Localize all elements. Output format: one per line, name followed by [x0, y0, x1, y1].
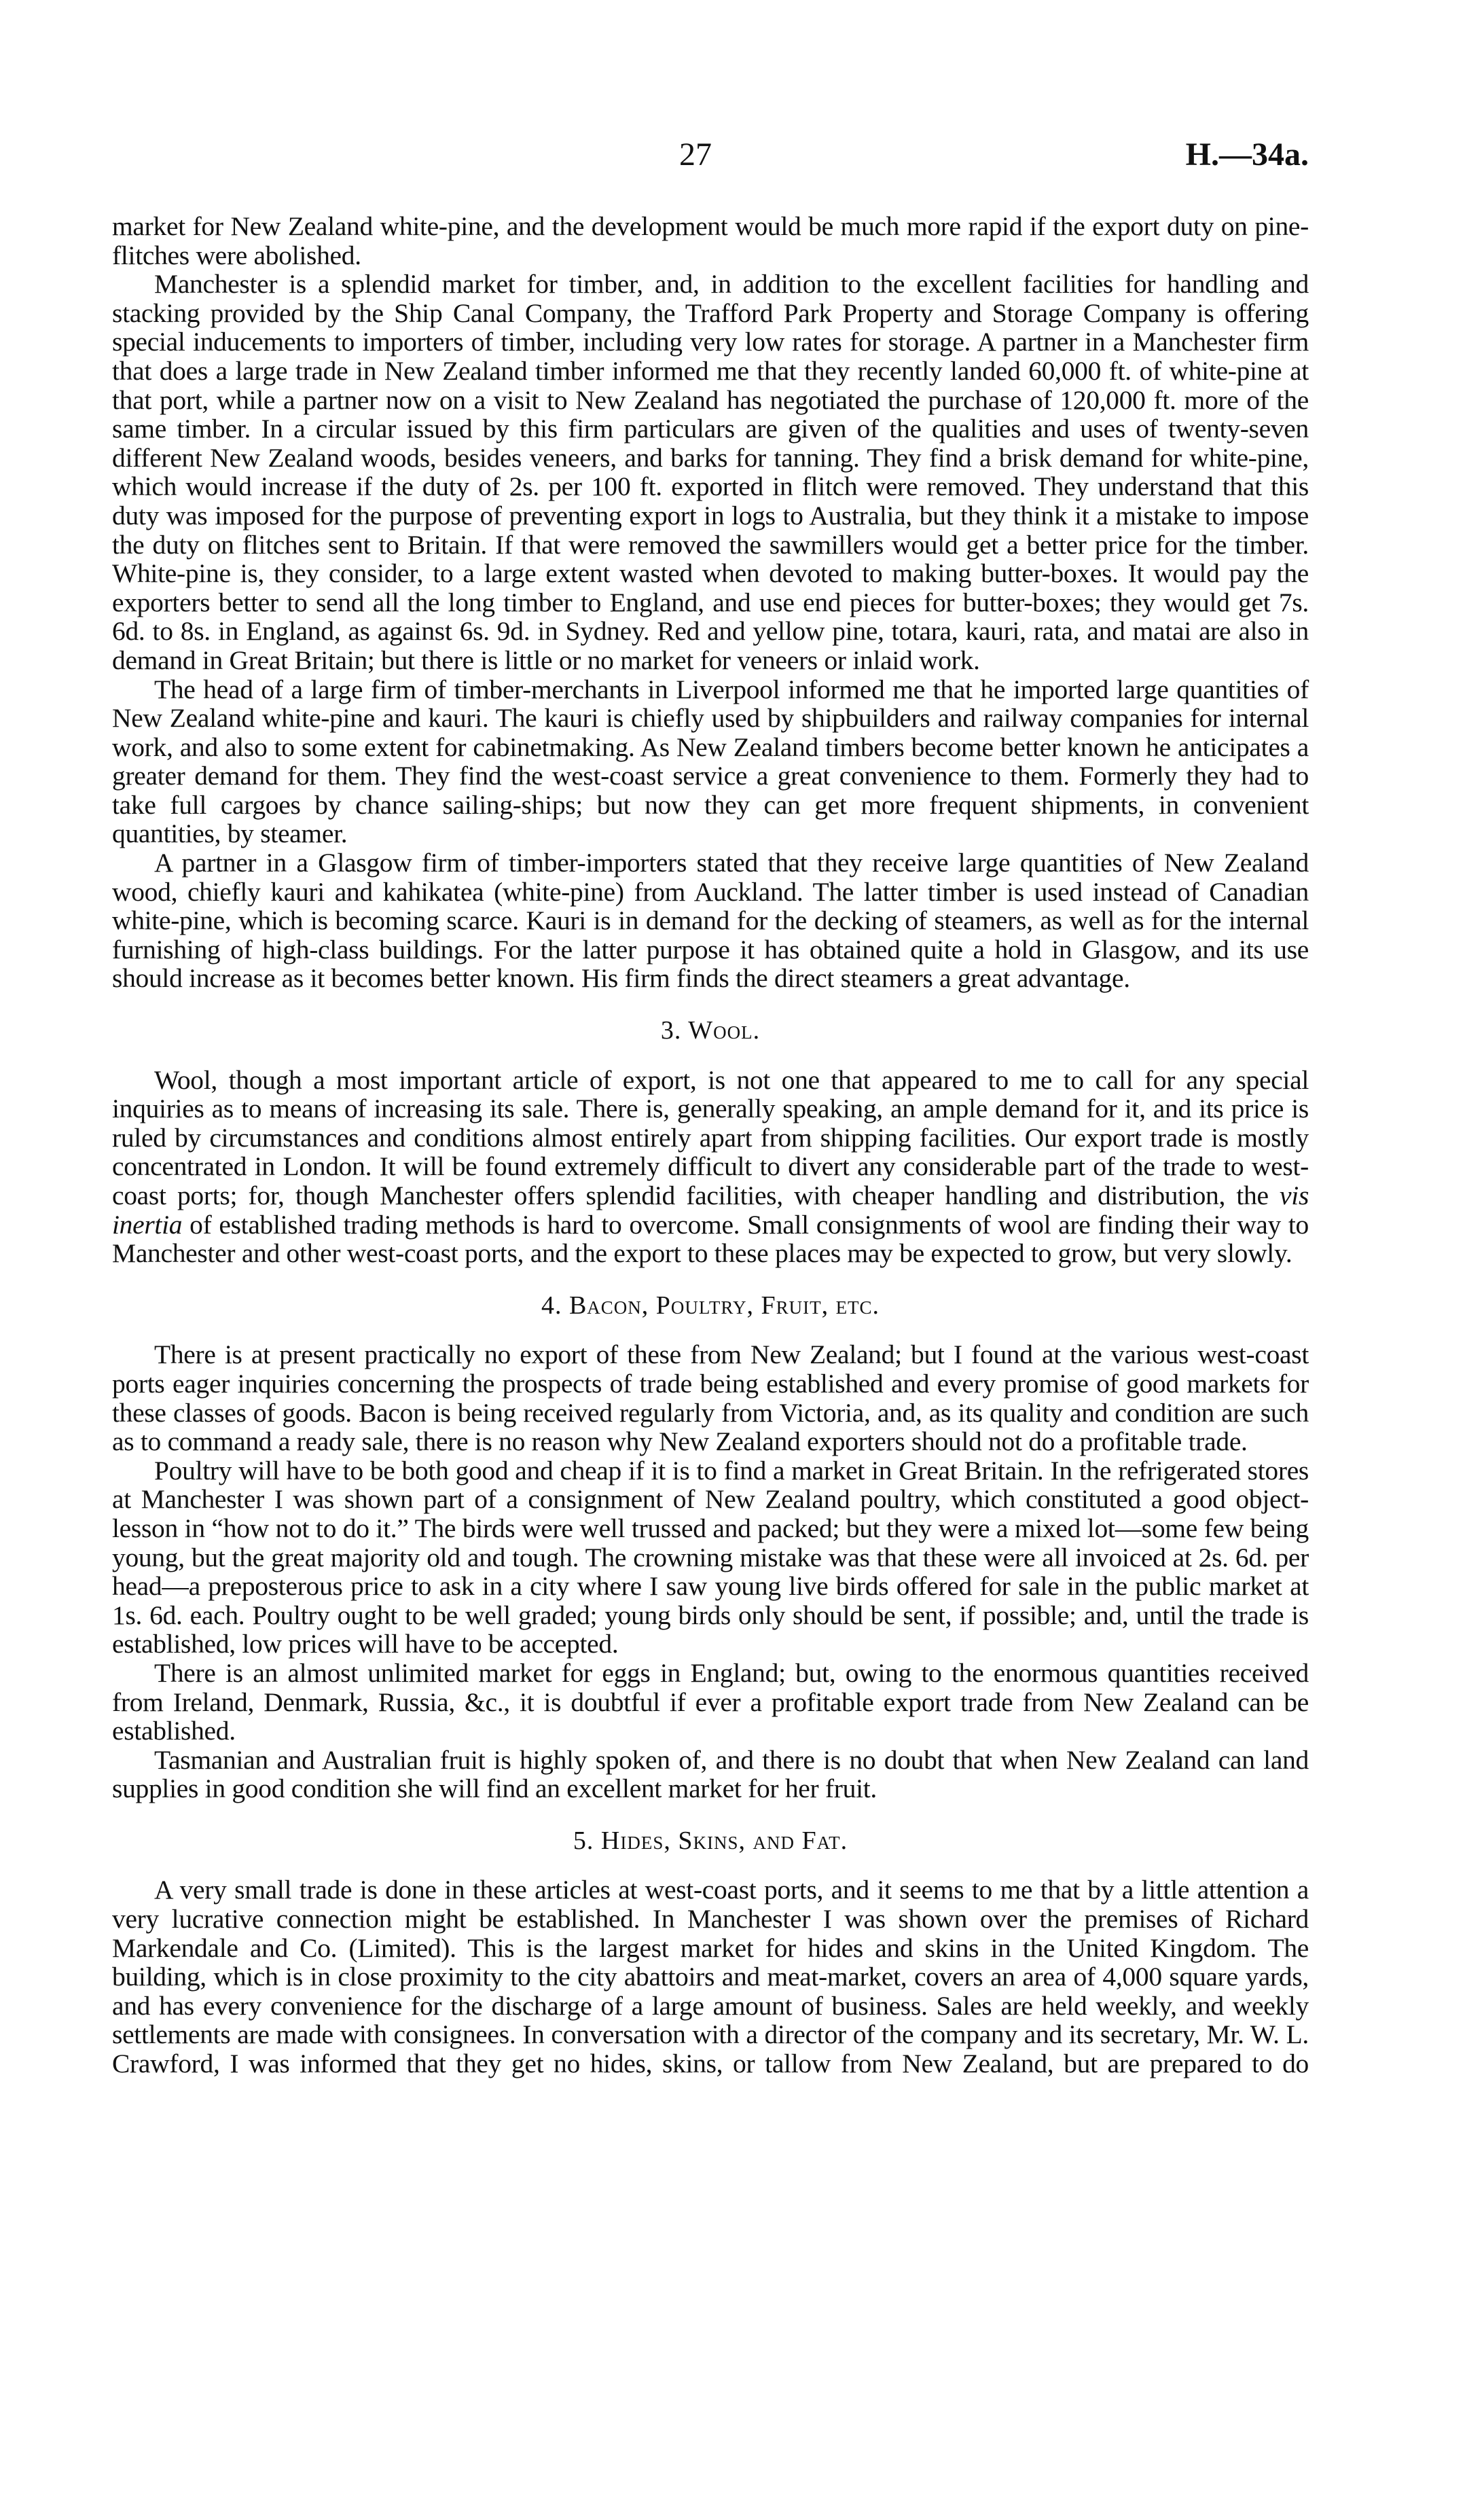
paragraph: Poultry will have to be both good and cheap if it is to find a market in Great Britain. In the refrigerated stores at Manchester I was shown part of a consignment of New Zealand poultry, which constituted a good object-lesson in “how not to do it.” The birds were well trussed and packed; but they were a mixed lot—some few being young, but the great majority old and tough. The crowning mistake was that these were all invoiced at 2s. 6d. per head—a preposterous price to ask in a city where I saw young live birds offered for sale in the public market at 1s. 6d. each. Poultry ought to be well graded; young birds only should be sent, if possible; and, until the trade is established, low prices will have to be accepted.: [112, 1455, 1309, 1659]
document-reference: H.—34a.: [1185, 137, 1309, 173]
section-heading: 3. Wool.: [660, 1016, 761, 1045]
page-header: [0, 136, 1484, 177]
paragraph: There is at present practically no export of these from New Zealand; but I found at the various west-coast ports eager inquiries concerning the prospects of trade being established and every promise of good markets for these classes of goods. Bacon is being received regularly from Victoria, and, as its quality and condition are such as to command a ready sale, there is no reason why New Zealand exporters should not do a profitable trade.: [112, 1339, 1309, 1457]
section-heading: 4. Bacon, Poultry, Fruit, etc.: [541, 1291, 880, 1320]
section-wool: [112, 1016, 1309, 1268]
paragraph: Manchester is a splendid market for timber, and, in addition to the excellent facilities for handling and stacking provided by the Ship Canal Company, the Trafford Park Property and Storage Company is offering special inducements to importers of timber, including very low rates for storage. A partner in a Manchester firm that does a large trade in New Zealand timber informed me that they recently landed 60,000 ft. of white-pine at that port, while a partner now on a visit to New Zealand has negotiated the purchase of 120,000 ft. more of the same timber. In a circular issued by this firm particulars are given of the qualities and uses of twenty-seven different New Zealand woods, besides veneers, and barks for tanning. They find a brisk demand for white-pine, which would increase if the duty of 2s. per 100 ft. exported in flitch were removed. They understand that this duty was imposed for the purpose of preventing export in logs to Australia, but they think it a mistake to impose the duty on flitches sent to Britain. If that were removed the sawmillers would get a better price for the timber. White-pine is, they consider, to a large extent wasted when devoted to making butter-boxes. It would pay the exporters better to send all the long timber to England, and use end pieces for butter-boxes; they would get 7s. 6d. to 8s. in England, as against 6s. 9d. in Sydney. Red and yellow pine, totara, kauri, rata, and matai are also in demand in Great Britain; but there is little or no market for veneers or inlaid work.: [112, 269, 1309, 675]
italic-phrase: vis inertia: [112, 1181, 1309, 1240]
document-body: [112, 212, 1309, 2078]
section-timber: [112, 212, 1309, 993]
page-number: 27: [679, 137, 712, 173]
text-run: of established trading methods is hard to overcome. Small consignments of wool are finding their way to Manchester and other west-coast ports, and the export to these places may be expected to grow, but very slowly.: [112, 1209, 1309, 1269]
paragraph: [112, 1066, 1309, 1268]
paragraph: The head of a large firm of timber-merchants in Liverpool informed me that he imported large quantities of New Zealand white-pine and kauri. The kauri is chiefly used by shipbuilders and railway companies for internal work, and also to some extent for cabinetmaking. As New Zealand timbers become better known he anticipates a greater demand for them. They find the west-coast service a great convenience to them. Formerly they had to take full cargoes by chance sailing-ships; but now they can get more frequent shipments, in convenient quantities, by steamer.: [112, 674, 1309, 849]
section-bacon-poultry-fruit: [112, 1291, 1309, 1803]
paragraph: There is an almost unlimited market for eggs in England; but, owing to the enormous quantities received from Ireland, Denmark, Russia, &c., it is doubtful if ever a profitable export trade from New Zealand can be established.: [112, 1657, 1309, 1746]
section-heading: 5. Hides, Skins, and Fat.: [573, 1826, 848, 1855]
paragraph: market for New Zealand white-pine, and the development would be much more rapid if the export duty on pine-flitches were abolished.: [112, 211, 1309, 270]
paragraph: A partner in a Glasgow firm of timber-importers stated that they receive large quantities of New Zealand wood, chiefly kauri and kahikatea (white-pine) from Auckland. The latter timber is used instead of Canadian white-pine, which is becoming scarce. Kauri is in demand for the decking of steamers, as well as for the internal furnishing of high-class buildings. For the latter purpose it has obtained quite a hold in Glasgow, and its use should increase as it becomes better known. His firm finds the direct steamers a great advantage.: [112, 848, 1309, 994]
paragraph: Tasmanian and Australian fruit is highly spoken of, and there is no doubt that when New Zealand can land supplies in good condition she will find an excellent market for her fruit.: [112, 1744, 1309, 1804]
text-run: Wool, though a most important article of export, is not one that appeared to me to call for any special inquiries as to means of increasing its sale. There is, generally speaking, an ample demand for it, and its price is ruled by circumstances and conditions almost entirely apart from shipping facilities. Our export trade is mostly concentrated in London. It will be found extremely difficult to divert any considerable part of the trade to west-coast ports; for, though Manchester offers splendid facilities, with cheaper handling and distribution, the: [112, 1064, 1309, 1210]
paragraph: A very small trade is done in these articles at west-coast ports, and it seems to me that by a little attention a very lucrative connection might be established. In Manchester I was shown over the premises of Richard Markendale and Co. (Limited). This is the largest market for hides and skins in the United Kingdom. The building, which is in close proximity to the city abattoirs and meat-market, covers an area of 4,000 square yards, and has every convenience for the discharge of a large amount of business. Sales are held weekly, and weekly settlements are made with consignees. In conversation with a director of the company and its secretary, Mr. W. L. Crawford, I was informed that they get no hides, skins, or tallow from New Zealand, but are prepared to do: [112, 1875, 1309, 2079]
section-hides-skins-fat: [112, 1826, 1309, 2078]
